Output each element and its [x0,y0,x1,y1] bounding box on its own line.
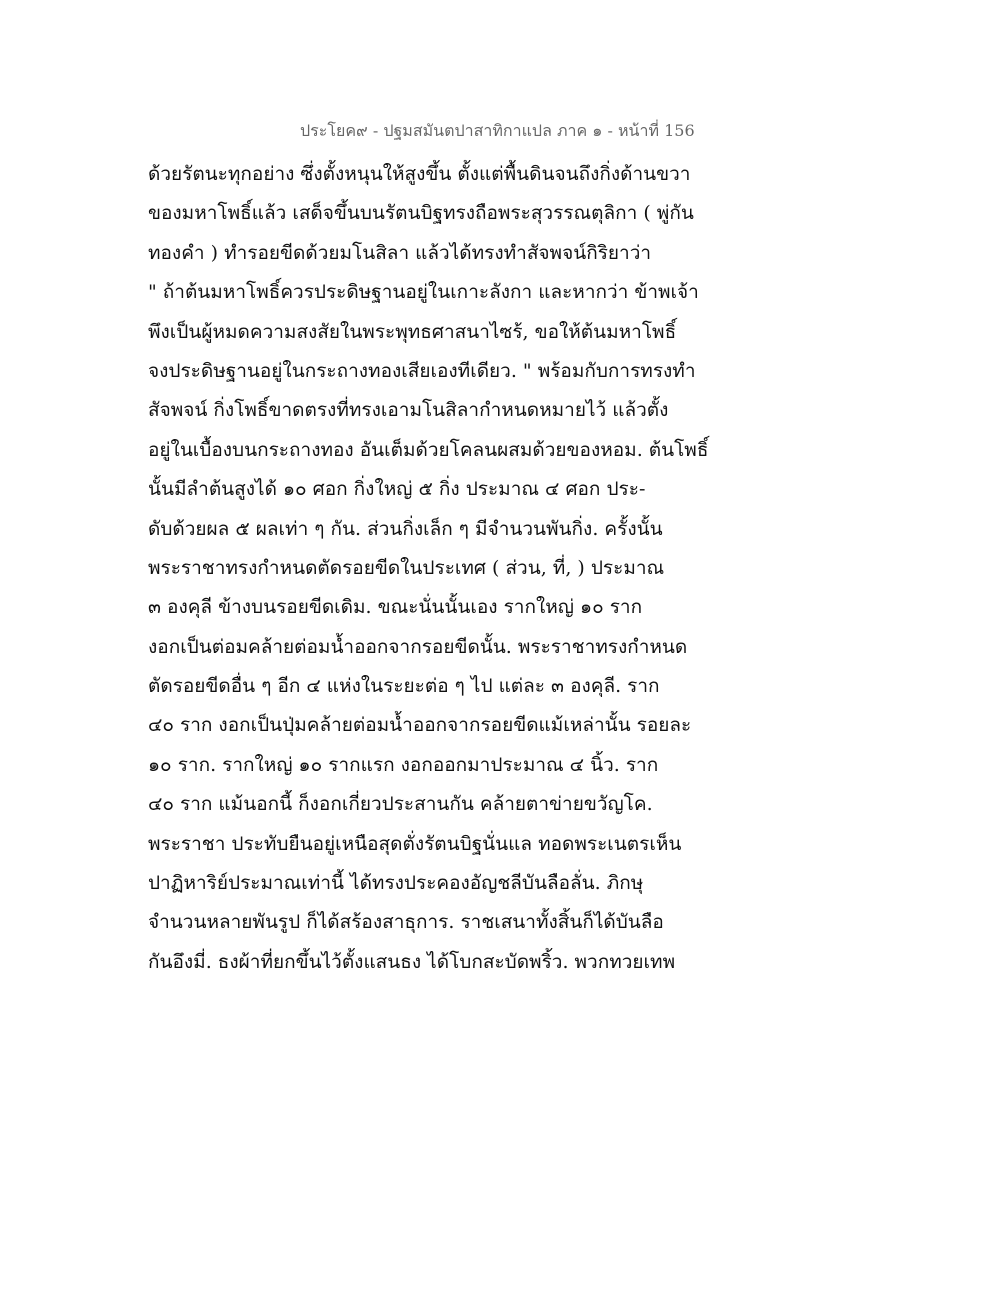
text-line: ดับด้วยผล ๕ ผลเท่า ๆ กัน. ส่วนกิ่งเล็ก ๆ มีจำนวนพันกิ่ง. ครั้งนั้น [148,517,663,540]
text-line: จงประดิษฐานอยู่ในกระถางทองเสียเองทีเดียว. " พร้อมกับการทรงทำ [148,359,696,382]
text-line: ปาฏิหาริย์ประมาณเท่านี้ ได้ทรงประคองอัญชลีบันลือลั่น. ภิกษุ [148,872,644,895]
text-line: ทองคำ ) ทำรอยขีดด้วยมโนสิลา แล้วได้ทรงทำสัจพจน์กิริยาว่า [148,241,652,264]
text-line: ๔๐ ราก งอกเป็นปุ่มคล้ายต่อมน้ำออกจากรอยขีดแม้เหล่านั้น รอยละ [148,714,692,737]
text-line: จำนวนหลายพันรูป ก็ได้สร้องสาธุการ. ราชเสนาทั้งสิ้นก็ได้บันลือ [148,911,664,934]
text-line: " ถ้าต้นมหาโพธิ์ควรประดิษฐานอยู่ในเกาะลังกา และหากว่า ข้าพเจ้า [148,281,699,304]
text-line: กันอึงมี่. ธงผ้าที่ยกขึ้นไว้ตั้งแสนธง ได้โบกสะบัดพริ้ว. พวกทวยเทพ [148,950,676,973]
text-line: พระราชาทรงกำหนดตัดรอยขีดในประเทศ ( ส่วน, ที่, ) ประมาณ [148,556,665,579]
text-line: ของมหาโพธิ์แล้ว เสด็จขึ้นบนรัตนบิฐทรงถือพระสุวรรณตุลิกา ( พู่กัน [148,202,694,225]
text-line: ๓ องคุลี ข้างบนรอยขีดเดิม. ขณะนั่นนั้นเอง รากใหญ่ ๑๐ ราก [148,596,643,619]
text-line: ๑๐ ราก. รากใหญ่ ๑๐ รากแรก งอกออกมาประมาณ ๔ นิ้ว. ราก [148,753,659,776]
text-line: ๔๐ ราก แม้นอกนี้ ก็งอกเกี่ยวประสานกัน คล้ายตาข่ายขวัญโค. [148,793,653,816]
text-line: ตัดรอยขีดอื่น ๆ อีก ๔ แห่งในระยะต่อ ๆ ไป แต่ละ ๓ องคุลี. ราก [148,675,660,698]
body-text [148,155,728,982]
text-line: นั้นมีลำต้นสูงได้ ๑๐ ศอก กิ่งใหญ่ ๕ กิ่ง ประมาณ ๔ ศอก ประ- [148,478,646,501]
text-line: อยู่ในเบื้องบนกระถางทอง อันเต็มด้วยโคลนผสมด้วยของหอม. ต้นโพธิ์ [148,438,709,461]
text-line: พระราชา ประทับยืนอยู่เหนือสุดตั่งรัตนบิฐนั่นแล ทอดพระเนตรเห็น [148,832,682,855]
page-header: ประโยค๙ - ปฐมสมันตปาสาทิกาแปล ภาค ๑ - หน้าที่ 156 [300,121,695,140]
text-line: สัจพจน์ กิ่งโพธิ์ขาดตรงที่ทรงเอามโนสิลากำหนดหมายไว้ แล้วตั้ง [148,399,669,422]
text-line: พึงเป็นผู้หมดความสงสัยในพระพุทธศาสนาไซร้, ขอให้ต้นมหาโพธิ์ [148,320,677,343]
text-line: ด้วยรัตนะทุกอย่าง ซึ่งตั้งหนุนให้สูงขึ้น ตั้งแต่พื้นดินจนถึงกิ่งด้านขวา [148,163,691,185]
text-line: งอกเป็นต่อมคล้ายต่อมน้ำออกจากรอยขีดนั้น. พระราชาทรงกำหนด [148,635,688,658]
